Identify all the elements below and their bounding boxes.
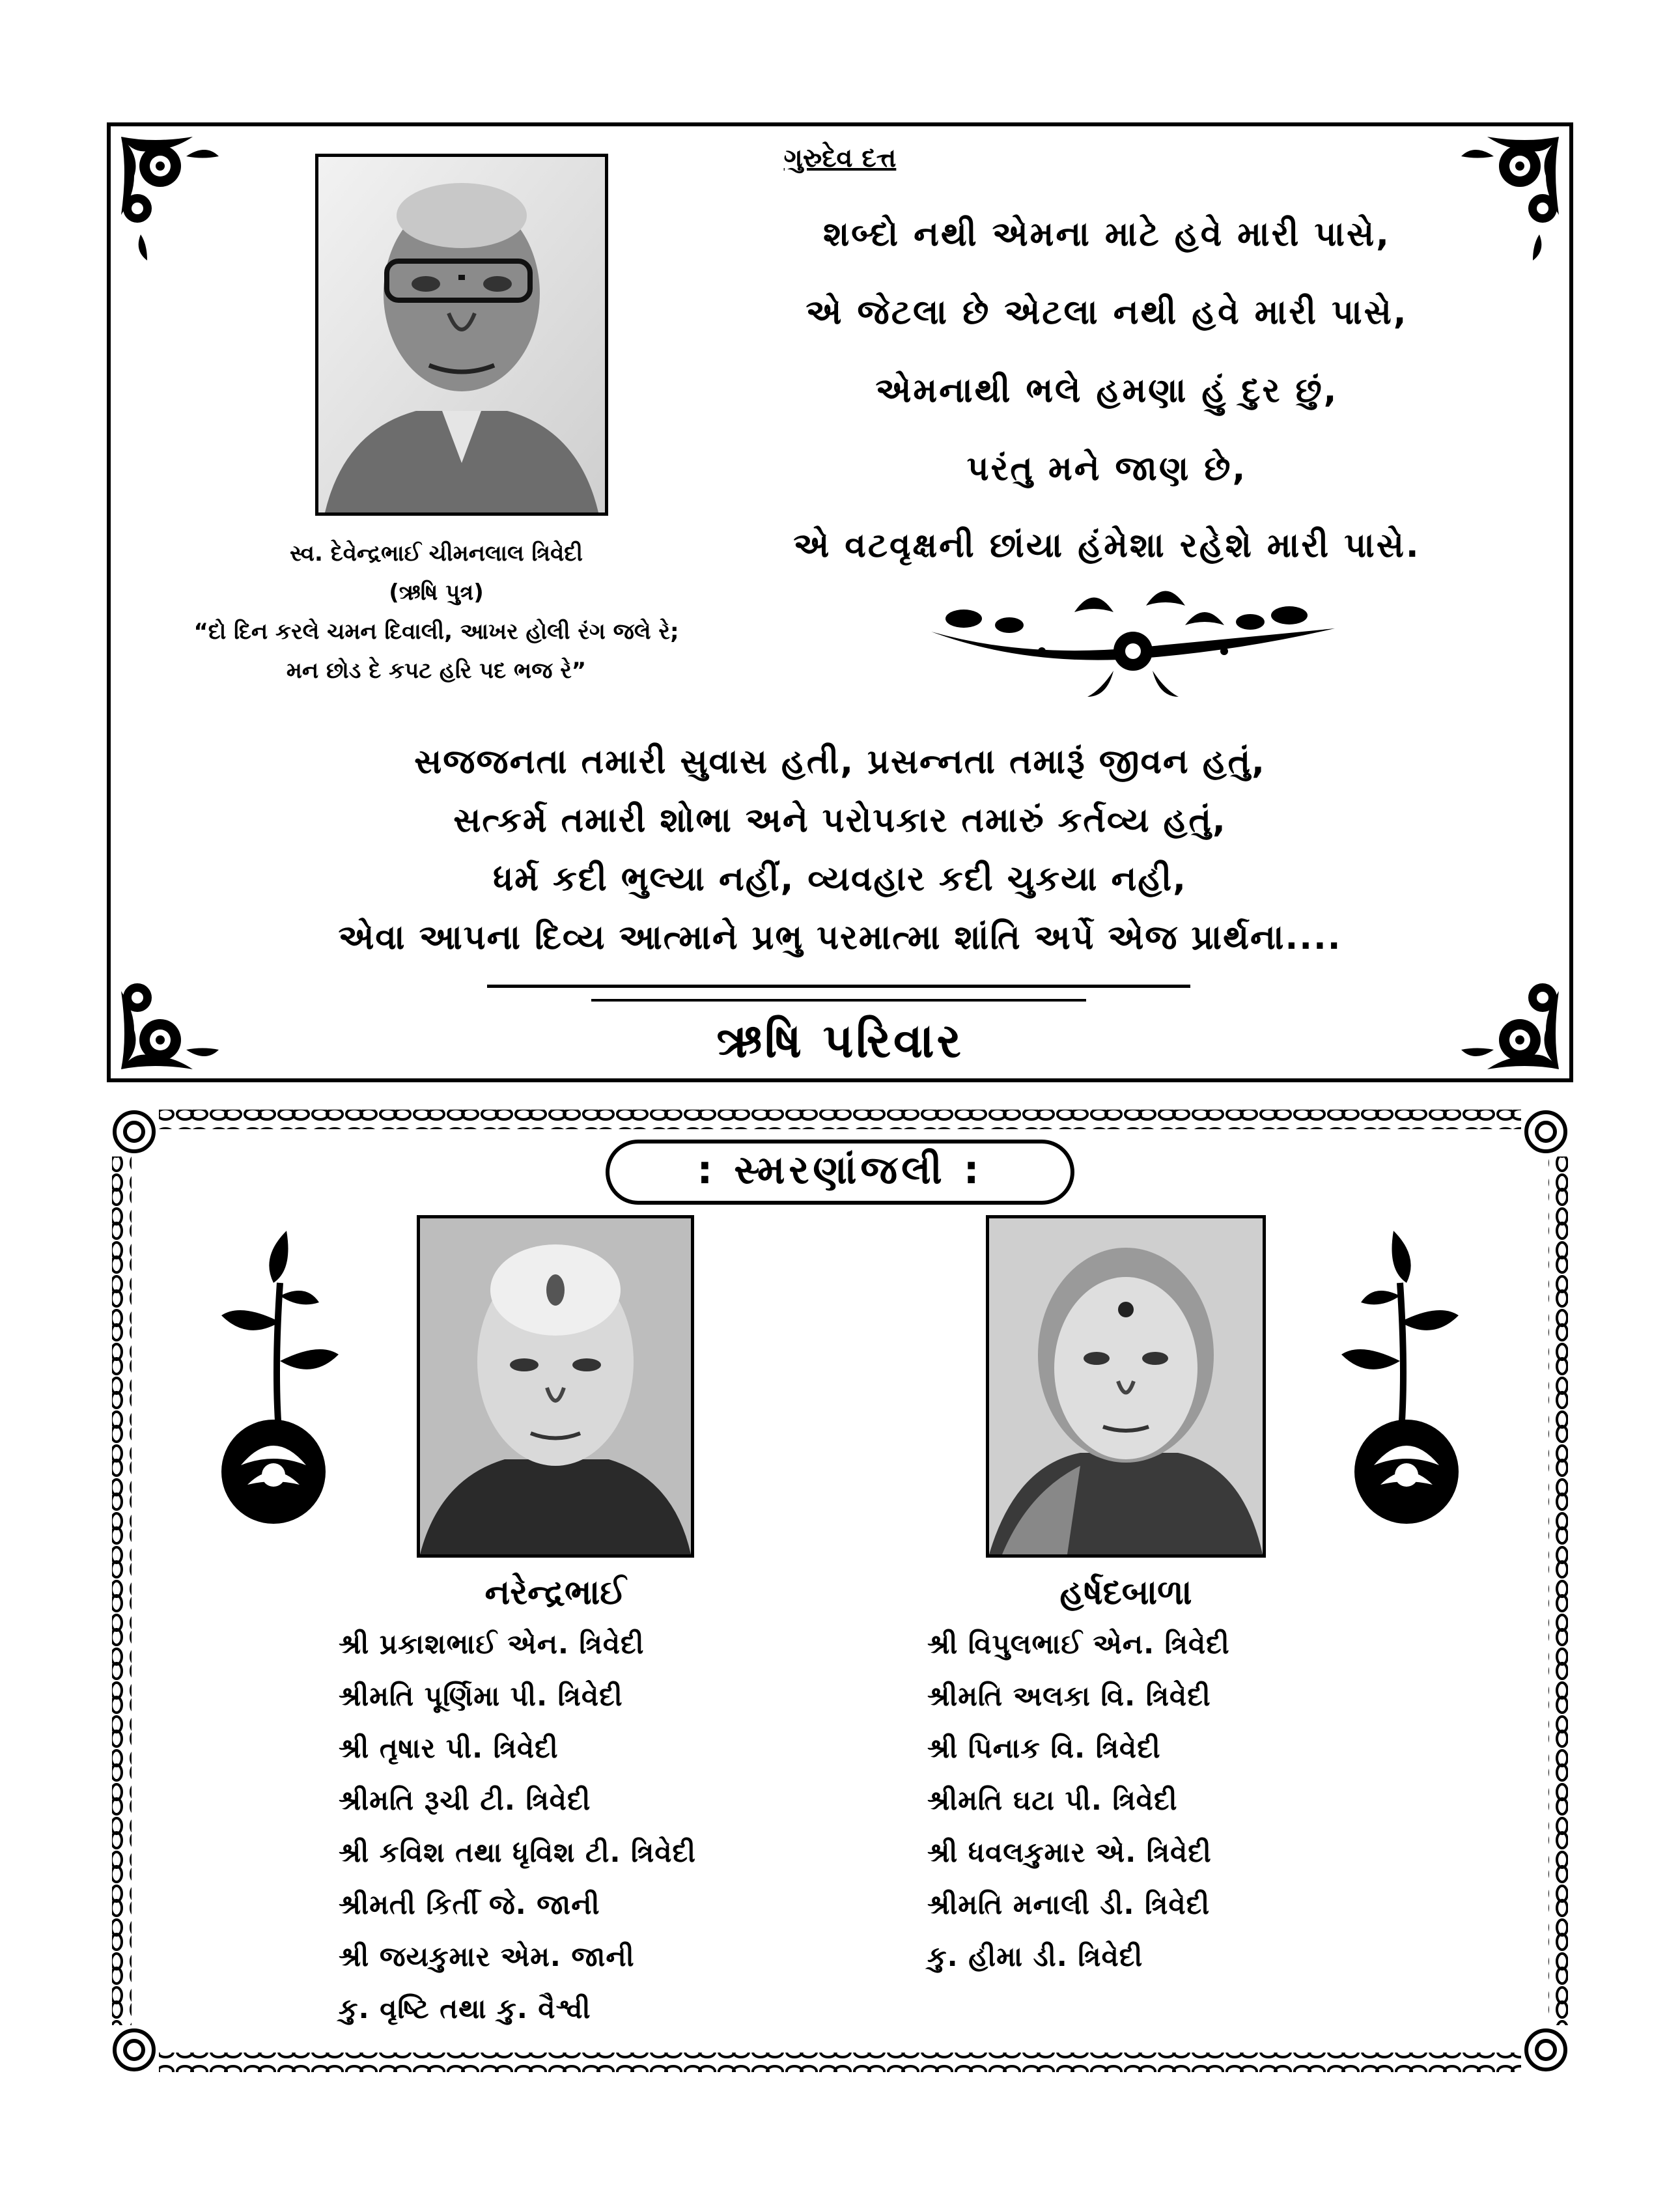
portrait-man-elderly (318, 157, 605, 512)
family-member: શ્રીમતિ અલકા વિ. ત્રિવેદી (927, 1680, 1211, 1712)
family-member: શ્રી પ્રકાશભાઈ એન. ત્રિવેદી (339, 1628, 645, 1660)
flower-corner-bottom-left (115, 946, 245, 1076)
portrait-woman-elderly (989, 1218, 1263, 1554)
floral-divider-ornament (925, 586, 1341, 703)
left-honoree-name: નરેન્દ્રભાઈ (484, 1573, 626, 1612)
family-member: શ્રીમતિ રૂચી ટી. ત્રિવેદી (339, 1784, 591, 1816)
poem-line: એ જેટલા છે એટલા નથી હવે મારી પાસે, (805, 293, 1408, 332)
family-member: શ્રી પિનાક વિ. ત્રિવેદી (927, 1732, 1161, 1764)
family-member: શ્રીમતી કિર્તી જે. જાની (339, 1888, 600, 1920)
tribute-line: સજજનતા તમારી સુવાસ હતી, પ્રસન્નતા તમારૂં જીવન હતું, (414, 742, 1266, 781)
poem-line: એમનાથી ભલે હમણા હું દુર છું, (875, 371, 1339, 410)
flower-corner-top-left (115, 130, 245, 260)
deceased-name: સ્વ. દેવેન્દ્રભાઈ ચીમનલાલ ત્રિવેદી (289, 540, 583, 567)
family-member: શ્રી જયકુમાર એમ. જાની (339, 1941, 635, 1972)
remembrance-title: : સ્મરણાંજલી : (697, 1147, 983, 1193)
family-member: શ્રીમતિ ઘટા પી. ત્રિવેદી (927, 1784, 1178, 1816)
family-signature: ઋષિ પરિવાર (716, 1013, 964, 1068)
rose-ornament-left (208, 1218, 352, 1530)
divider-rule (591, 999, 1086, 1002)
family-member: શ્રીમતિ મનાલી ડી. ત્રિવેદી (927, 1888, 1211, 1920)
family-member: શ્રી તૃષાર પી. ત્રિવેદી (339, 1732, 559, 1764)
divider-rule (487, 985, 1190, 988)
portrait-harshadbala (986, 1215, 1266, 1558)
right-honoree-name: હર્ષદબાળા (1059, 1573, 1192, 1612)
portrait-man-bald (420, 1218, 691, 1554)
invocation-heading: ગુરુદેવ દત્ત (783, 143, 897, 173)
poem-line: એ વટવૃક્ષની છાંયા હંમેશા રહેશે મારી પાસે. (793, 526, 1421, 565)
tribute-line: ધર્મ કદી ભુલ્યા નહીં, વ્યવહાર કદી ચુકયા નહી, (493, 860, 1187, 899)
family-member: શ્રી કવિશ તથા ધૃવિશ ટી. ત્રિવેદી (339, 1836, 697, 1868)
family-member: શ્રી વિપુલભાઈ એન. ત્રિવેદી (927, 1628, 1230, 1660)
tribute-line: સત્કર્મ તમારી શોભા અને પરોપકાર તમારું કર્તવ્ય હતું, (453, 801, 1227, 840)
rose-ornament-right (1328, 1218, 1472, 1530)
family-member: શ્રીમતિ પૂર્ણિમા પી. ત્રિવેદી (339, 1680, 623, 1712)
poem-line: પરંતુ મને જાણ છે, (966, 449, 1248, 488)
deceased-portrait (315, 154, 608, 516)
quote-line-2: મન છોડ દે કપટ હરિ પદ ભજ રે” (286, 658, 587, 684)
deceased-relation: (ઋષિ પુત્ર) (389, 580, 484, 606)
quote-line-1: “દો દિન કરલે ચમન દિવાલી, આખર હોલી રંગ જલે રે; (193, 619, 679, 645)
poem-line: શબ્દો નથી એમના માટે હવે મારી પાસે, (823, 215, 1391, 254)
family-member: કુ. વૃષ્ટિ તથા કુ. વૈશ્વી (339, 1993, 591, 2025)
flower-corner-bottom-right (1435, 946, 1565, 1076)
family-member: શ્રી ધવલકુમાર એ. ત્રિવેદી (927, 1836, 1212, 1868)
family-member: કુ. હીમા ડી. ત્રિવેદી (927, 1941, 1143, 1972)
portrait-narendrabhai (417, 1215, 694, 1558)
tribute-line: એવા આપના દિવ્ય આત્માને પ્રભુ પરમાત્મા શાંતિ અર્પે એજ પ્રાર્થના.... (338, 918, 1342, 957)
